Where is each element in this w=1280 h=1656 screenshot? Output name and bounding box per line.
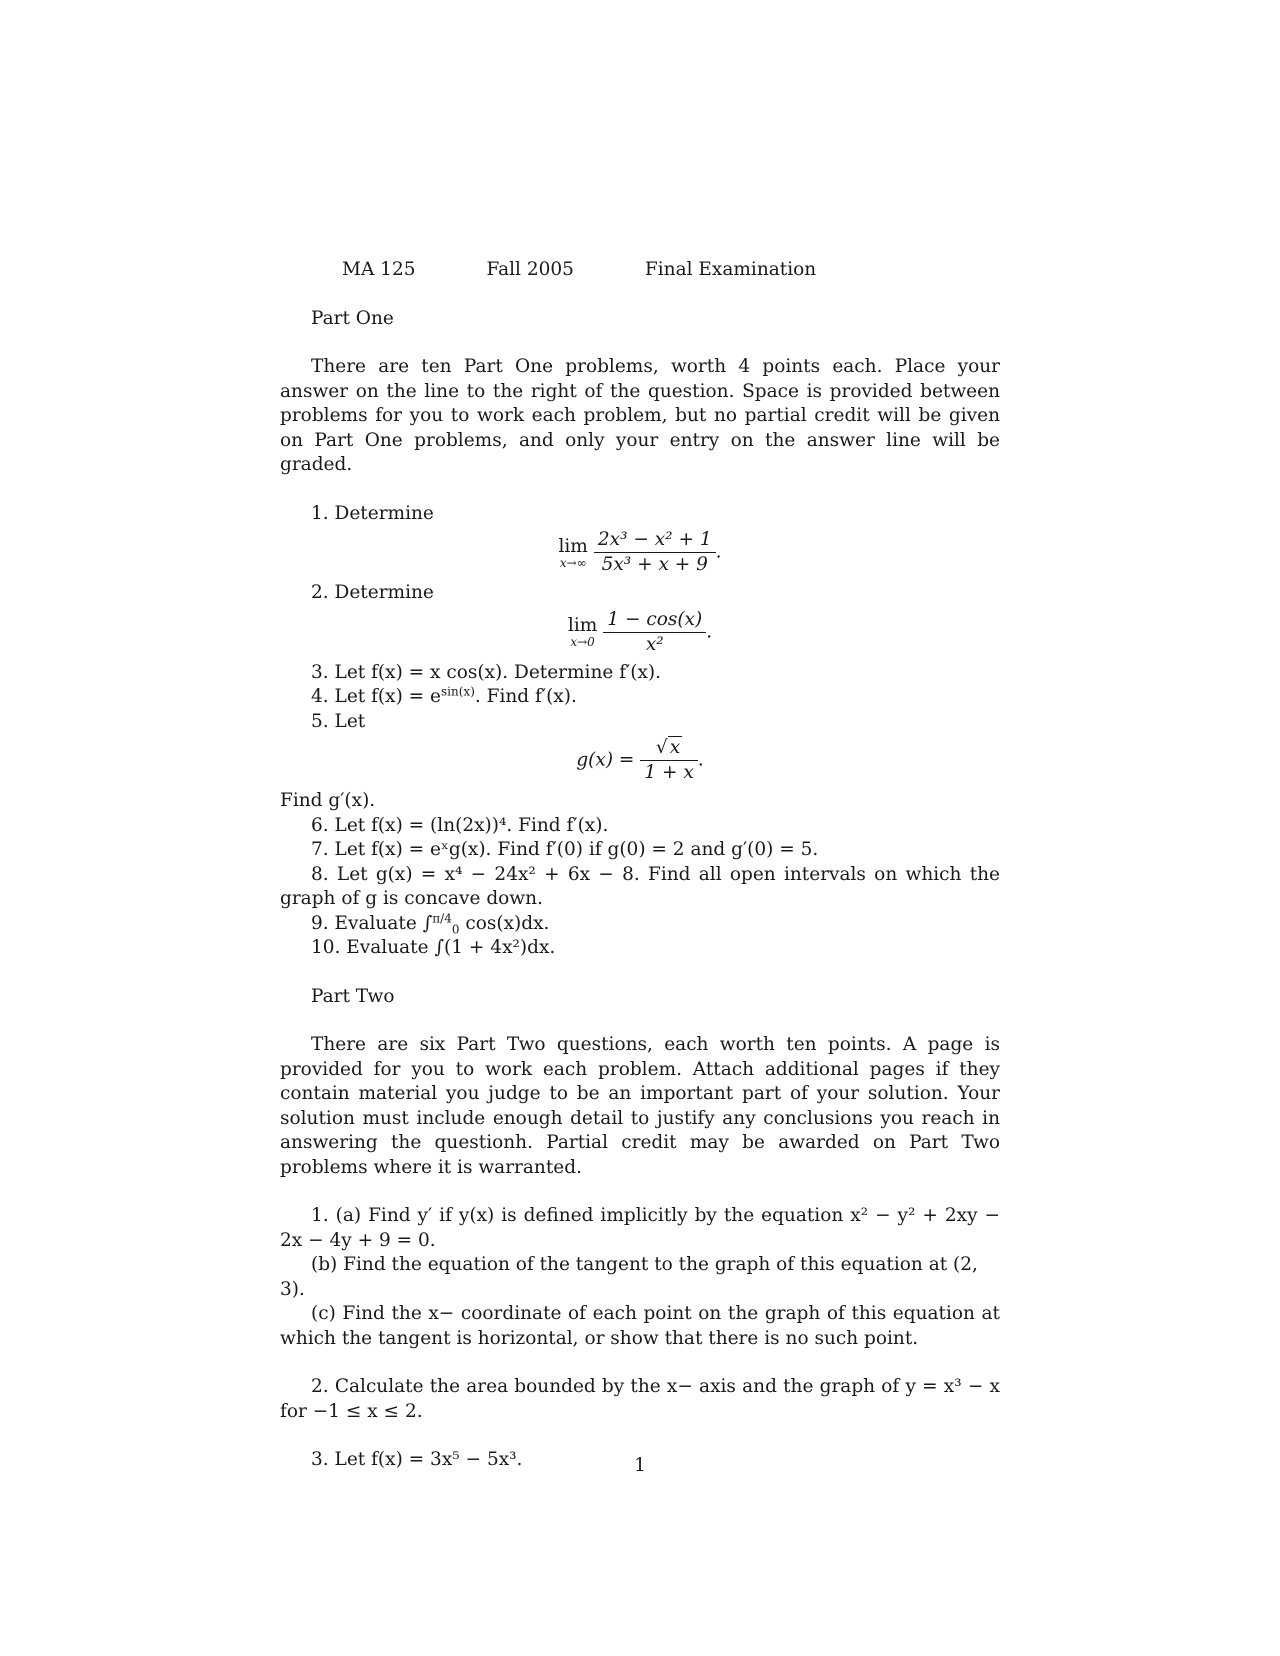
question-3: 3. Let f(x) = 3x⁵ − 5x³. bbox=[311, 1449, 523, 1470]
limit-operator: lim x→0 bbox=[567, 615, 598, 649]
upper-limit: π/4 bbox=[432, 910, 452, 925]
question-1c: (c) Find the x− coordinate of each point on the graph of this equation at which the tangent is horizontal, or show that there is no such point. bbox=[280, 1303, 1000, 1349]
problem-9-text: 9. Evaluate ∫$^{\pi/4}_0$ cos(x)dx. bbox=[311, 910, 550, 937]
exam-title: Final Examination bbox=[644, 259, 817, 280]
question-1a: 1. (a) Find y′ if y(x) is defined implicitly by the equation x² − y² + 2xy − 2x − 4y + 9 = 0. bbox=[280, 1205, 1000, 1251]
page-number: 1 bbox=[634, 1455, 646, 1476]
problem-2-text: 2. Determine bbox=[311, 582, 434, 603]
part-two-intro: There are six Part Two questions, each worth ten points. A page is provided for you to work each problem. Attach additional pages if they contain material you judge to be an important part of your solution. Your solution must include enough detail to justify any conclusions you reach in answering the questionh. Partial credit may be awarded on Part Two problems where it is warranted. bbox=[280, 1034, 1000, 1178]
term: Fall 2005 bbox=[486, 259, 574, 280]
problem-1-formula: lim x→∞ $\frac{\text{2x³ − x² + 1}}{\text{5x³ + x + 9}}$ . bbox=[558, 529, 722, 575]
fraction: $\frac{1 - \cos(x)}{\text{x²}}$ bbox=[603, 608, 706, 657]
problem-4-text: 4. Let $f(x) = e^{sin(x)}$. Find f′(x). bbox=[311, 684, 577, 707]
fraction: $\frac{√ x}{1 + x}$ bbox=[640, 736, 697, 785]
problem-5-text: 5. Let bbox=[311, 710, 366, 732]
sqrt-symbol: √ x bbox=[655, 737, 681, 758]
problem-1-text: 1. Determine bbox=[311, 502, 434, 524]
course-code: MA 125 bbox=[342, 259, 416, 280]
problem-8-text: 8. Let g(x) = x⁴ − 24x² + 6x − 8. Find all open intervals on which the graph of g is concave down. bbox=[280, 863, 1000, 909]
part-two-heading: Part Two bbox=[311, 985, 395, 1007]
limit-operator: lim x→∞ bbox=[558, 535, 588, 570]
problem-10-text: 10. Evaluate ∫(1 + 4x²)dx. bbox=[311, 937, 556, 958]
part-one-heading: Part One bbox=[311, 307, 394, 329]
question-1b: (b) Find the equation of the tangent to the graph of this equation at (2, 3). bbox=[280, 1254, 978, 1300]
lower-limit: 0 bbox=[451, 922, 460, 937]
part-one-intro: There are ten Part One problems, worth 4 points each. Place your answer on the line to the right of the question. Space is provided between problems for you to work each problem, but no partial credit will be given on Part One problems, and only your entry on the answer line will be graded. bbox=[280, 356, 1000, 475]
problem-6-text: 6. Let f(x) = (ln(2x))⁴. Find f′(x). bbox=[311, 814, 609, 836]
fraction: $\frac{\text{2x³ − x² + 1}}{\text{5x³ + x + 9}}$ bbox=[594, 528, 716, 577]
exponent: sin(x) bbox=[441, 684, 475, 699]
problem-7-text: 7. Let f(x) = eˣg(x). Find f′(0) if g(0) = 2 and g′(0) = 5. bbox=[311, 839, 819, 860]
exam-header bbox=[280, 258, 1000, 283]
problem-2-formula: lim x→0 $\frac{1 - \cos(x)}{\text{x²}}$ . bbox=[567, 608, 713, 655]
problem-5-find: Find g′(x). bbox=[280, 790, 376, 811]
exam-content bbox=[280, 258, 1000, 1473]
problem-5-formula: g(x) = $\frac{√ x}{1 + x}$ . bbox=[576, 737, 704, 783]
problem-3-text: 3. Let f(x) = x cos(x). Determine f′(x). bbox=[311, 661, 662, 683]
question-2: 2. Calculate the area bounded by the x− axis and the graph of y = x³ − x for −1 ≤ x ≤ 2. bbox=[280, 1376, 1000, 1422]
